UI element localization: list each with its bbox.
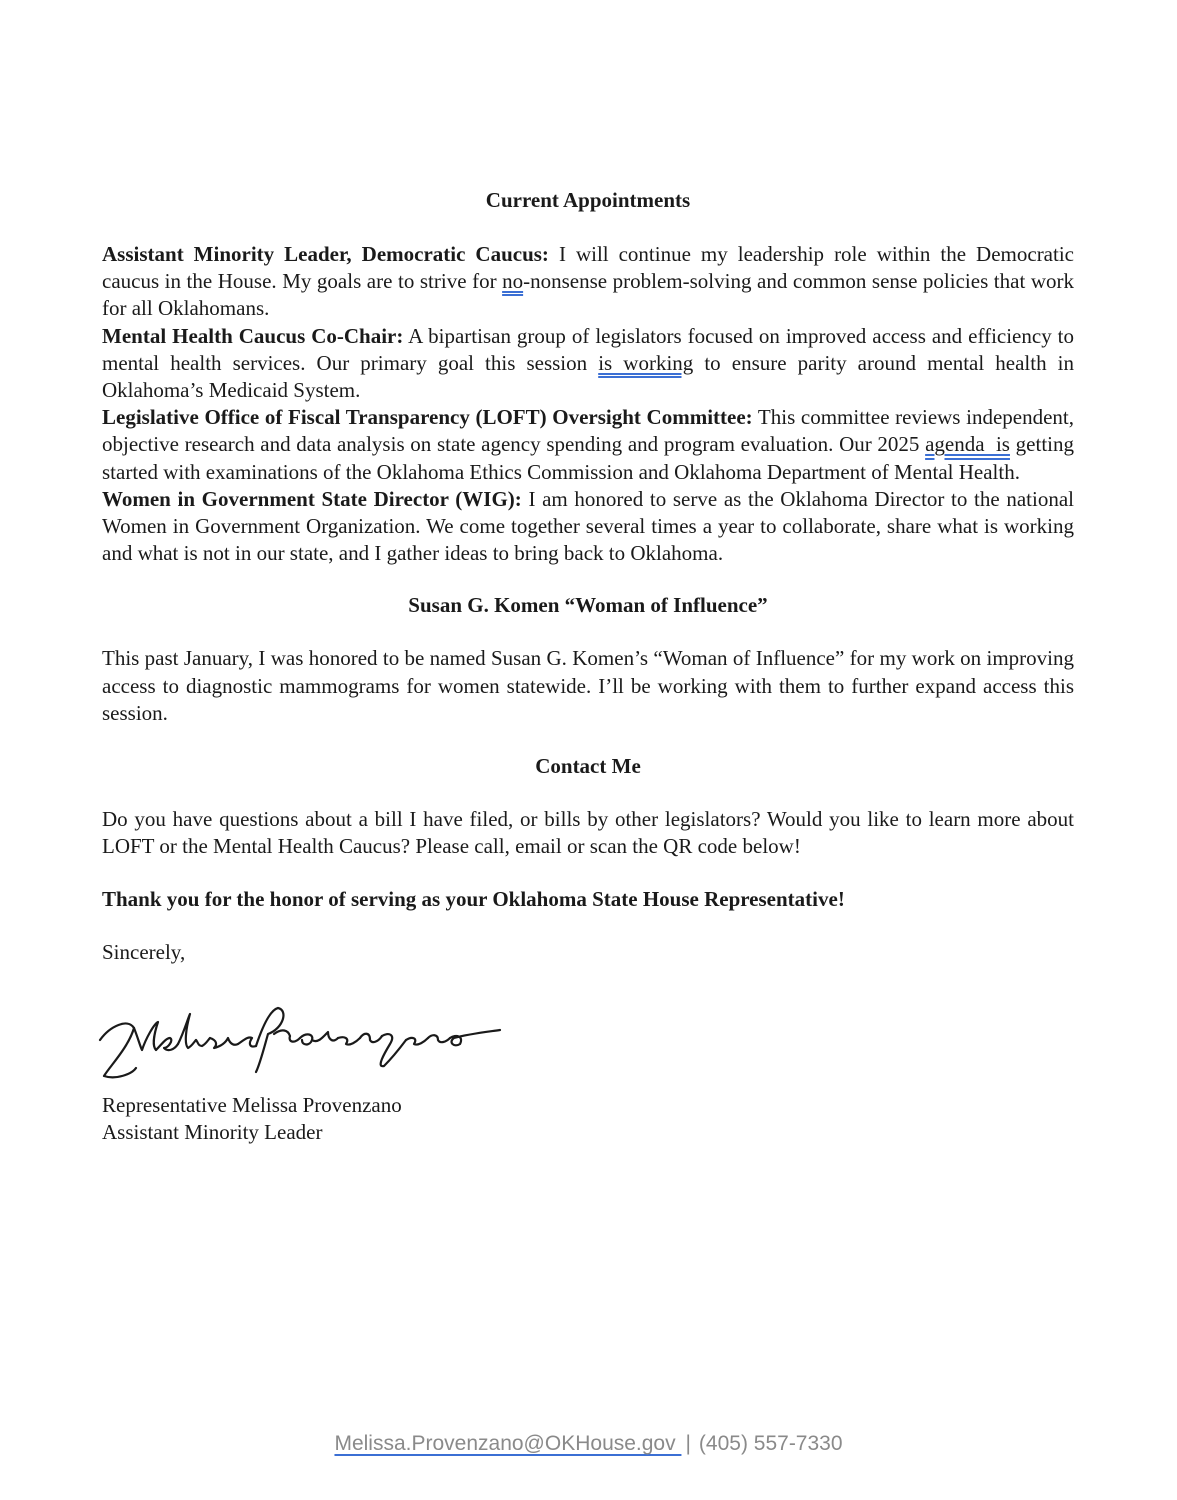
appointment-text: A bipartisan group of legislators focused on improved access and efficiency to mental health services. Our primary goal this session [102,323,1074,375]
letter-body [102,186,1074,1146]
appointment-text: I will continue my leadership role within the Democratic caucus in the House. My goals are to strive for [102,242,1074,294]
grammar-flagged-text: is working [598,350,694,375]
contact-paragraph: Do you have questions about a bill I have filed, or bills by other legislators? Would you like to learn more about LOFT or the Mental Health Caucus? Please call, email or scan the QR code below! [102,807,1074,859]
appointment-text: to ensure parity around mental health in Oklahoma’s Medicaid System. [102,350,1074,403]
appointment-loft-committee [102,404,1074,486]
footer-separator: | [685,1432,691,1455]
appointment-text: getting started with examinations of the Oklahoma Ethics Commission and Oklahoma Department of Mental Health. [102,432,1074,484]
appointment-text: -nonsense problem-solving and common sense policies that work for all Oklahomans. [102,269,1074,321]
thank-you-line: Thank you for the honor of serving as your Oklahoma State House Representative! [102,887,845,912]
appointment-title: Legislative Office of Fiscal Transparency (LOFT) Oversight Committee: [102,405,753,430]
appointment-mental-health-caucus [102,323,1074,405]
appointment-title: Assistant Minority Leader, Democratic Caucus: [102,242,549,266]
appointment-title: Mental Health Caucus Co-Chair: [102,323,404,348]
appointment-assistant-minority-leader [102,241,1074,323]
contact-heading: Contact Me [535,754,641,779]
signer-title: Assistant Minority Leader [102,1120,323,1145]
appointment-text: This committee reviews independent, objective research and data analysis on state agency spending and program evaluation. Our 2025 [102,405,1074,457]
appointment-title: Women in Government State Director (WIG): [102,486,522,511]
current-appointments-heading: Current Appointments [485,188,691,212]
handwritten-signature [88,988,508,1088]
contact-footer [0,1432,1177,1456]
grammar-flagged-text: agenda is [925,432,1010,457]
grammar-flagged-text: no [502,269,524,294]
komen-heading: Susan G. Komen “Woman of Influence” [408,593,768,618]
phone-number: (405) 557-7330 [698,1432,843,1455]
appointment-women-in-government [102,486,1074,568]
komen-paragraph: This past January, I was honored to be named Susan G. Komen’s “Woman of Influence” for my work on improving access to diagnostic mammograms for women statewide. I’ll be working with them to further expand access this session. [102,646,1074,725]
appointment-text: I am honored to serve as the Oklahoma Director to the national Women in Government Organization. We come together several times a year to collaborate, share what is working and what is not in our state, and I gather ideas to bring back to Oklahoma. [102,486,1075,566]
email-link[interactable]: Melissa.Provenzano@OKHouse.gov [334,1432,682,1455]
signer-name: Representative Melissa Provenzano [102,1093,402,1118]
closing-salutation: Sincerely, [102,940,186,965]
